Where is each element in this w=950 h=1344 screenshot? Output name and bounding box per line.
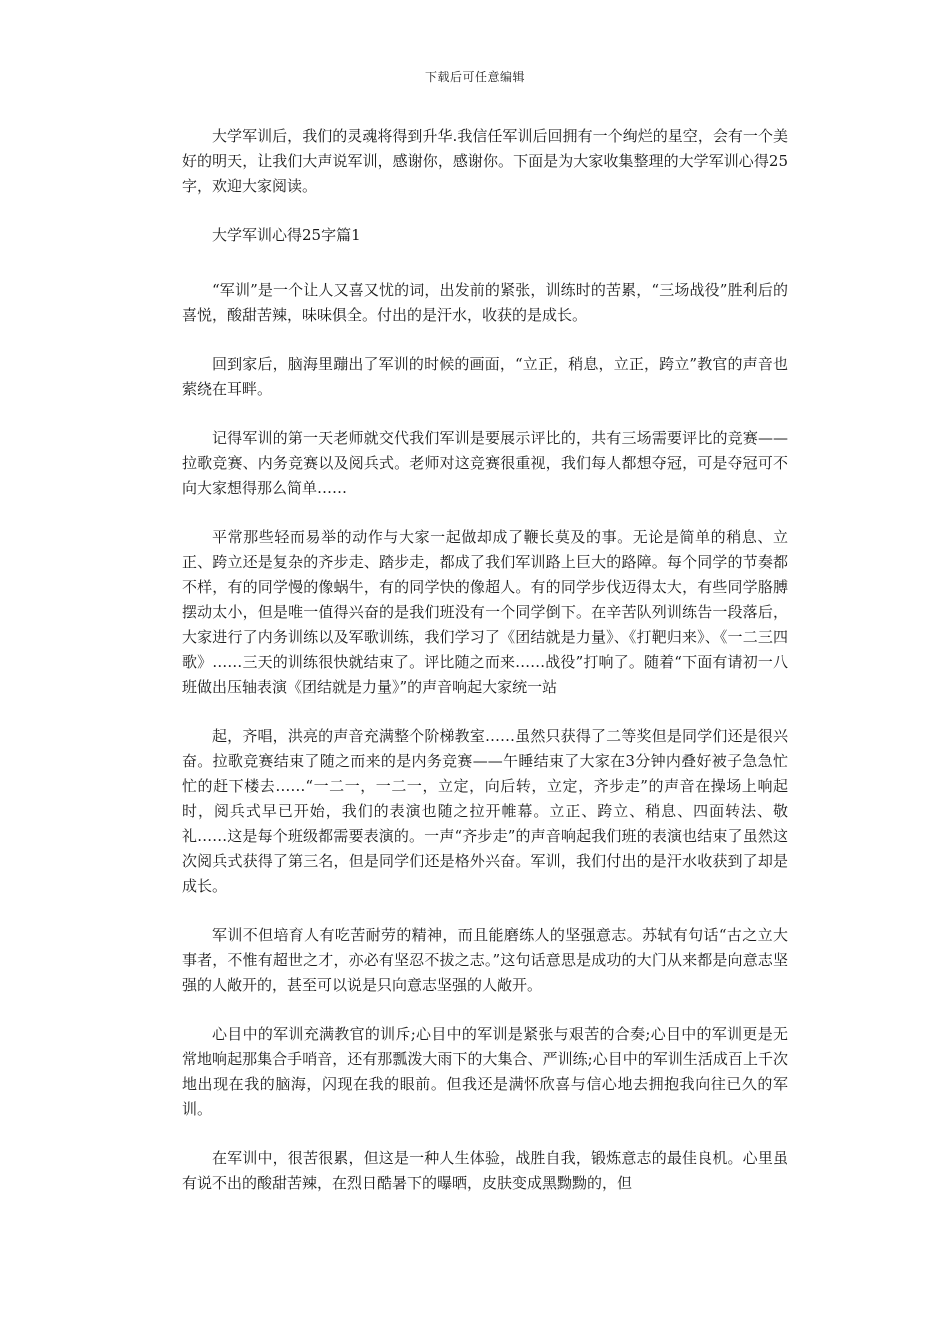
- body-paragraph: 回到家后，脑海里蹦出了军训的时候的画面，“立正，稍息，立正，跨立”教官的声音也萦绕在耳畔。: [182, 355, 788, 398]
- body-paragraph: 记得军训的第一天老师就交代我们军训是要展示评比的，共有三场需要评比的竞赛——拉歌竞赛、内务竞赛以及阅兵式。老师对这竞赛很重视，我们每人都想夺冠，可是夺冠可不向大家想得那么简单……: [182, 429, 788, 497]
- body-paragraph: 起，齐唱，洪亮的声音充满整个阶梯教室……虽然只获得了二等奖但是同学们还是很兴奋。拉歌竞赛结束了随之而来的是内务竞赛——午睡结束了大家在3分钟内叠好被子急急忙忙的赶下楼去……“一二一，一二一，立定，向后转，立定，齐步走”的声音在操场上响起时，阅兵式早已开始，我们的表演也随之拉开帷幕。立正、跨立、稍息、四面转法、敬礼……这是每个班级都需要表演的。一声“齐步走”的声音响起我们班的表演也结束了虽然这次阅兵式获得了第三名，但是同学们还是格外兴奋。军训，我们付出的是汗水收获到了却是成长。: [182, 727, 788, 895]
- page-header-note: 下载后可任意编辑: [424, 70, 525, 84]
- body-paragraph: “军训”是一个让人又喜又忧的词，出发前的紧张，训练时的苦累，“三场战役”胜利后的喜悦，酸甜苦辣，味味俱全。付出的是汗水，收获的是成长。: [182, 281, 788, 324]
- intro-paragraph: 大学军训后，我们的灵魂将得到升华.我信任军训后回拥有一个绚烂的星空，会有一个美好的明天，让我们大声说军训，感谢你，感谢你。下面是为大家收集整理的大学军训心得25字，欢迎大家阅读。: [182, 127, 788, 195]
- body-paragraph: 军训不但培育人有吃苦耐劳的精神，而且能磨练人的坚强意志。苏轼有句话“古之立大事者，不惟有超世之才，亦必有坚忍不拔之志。”这句话意思是成功的大门从来都是向意志坚强的人敞开的，甚至可以说是只向意志坚强的人敞开。: [182, 926, 788, 994]
- document-body: [182, 124, 788, 1220]
- body-paragraph: 心目中的军训充满教官的训斥;心目中的军训是紧张与艰苦的合奏;心目中的军训更是无常地响起那集合手哨音，还有那瓢泼大雨下的大集合、严训练;心目中的军训生活成百上千次地出现在我的脑海，闪现在我的眼前。但我还是满怀欣喜与信心地去拥抱我向往已久的军训。: [182, 1025, 788, 1118]
- body-paragraph: 平常那些轻而易举的动作与大家一起做却成了鞭长莫及的事。无论是简单的稍息、立正、跨立还是复杂的齐步走、踏步走，都成了我们军训路上巨大的路障。每个同学的节奏都不样，有的同学慢的像蜗牛，有的同学快的像超人。有的同学步伐迈得太大，有些同学胳膊摆动太小，但是唯一值得兴奋的是我们班没有一个同学倒下。在辛苦队列训练告一段落后，大家进行了内务训练以及军歌训练，我们学习了《团结就是力量》、《打靶归来》、《一二三四歌》……三天的训练很快就结束了。评比随之而来……战役”打响了。随着“下面有请初一八班做出压轴表演《团结就是力量》”的声音响起大家统一站: [182, 528, 788, 696]
- section-title: 大学军训心得25字篇1: [212, 226, 361, 244]
- body-paragraph: 在军训中，很苦很累，但这是一种人生体验，战胜自我，锻炼意志的最佳良机。心里虽有说不出的酸甜苦辣，在烈日酷暑下的曝晒，皮肤变成黑黝黝的，但: [182, 1149, 788, 1192]
